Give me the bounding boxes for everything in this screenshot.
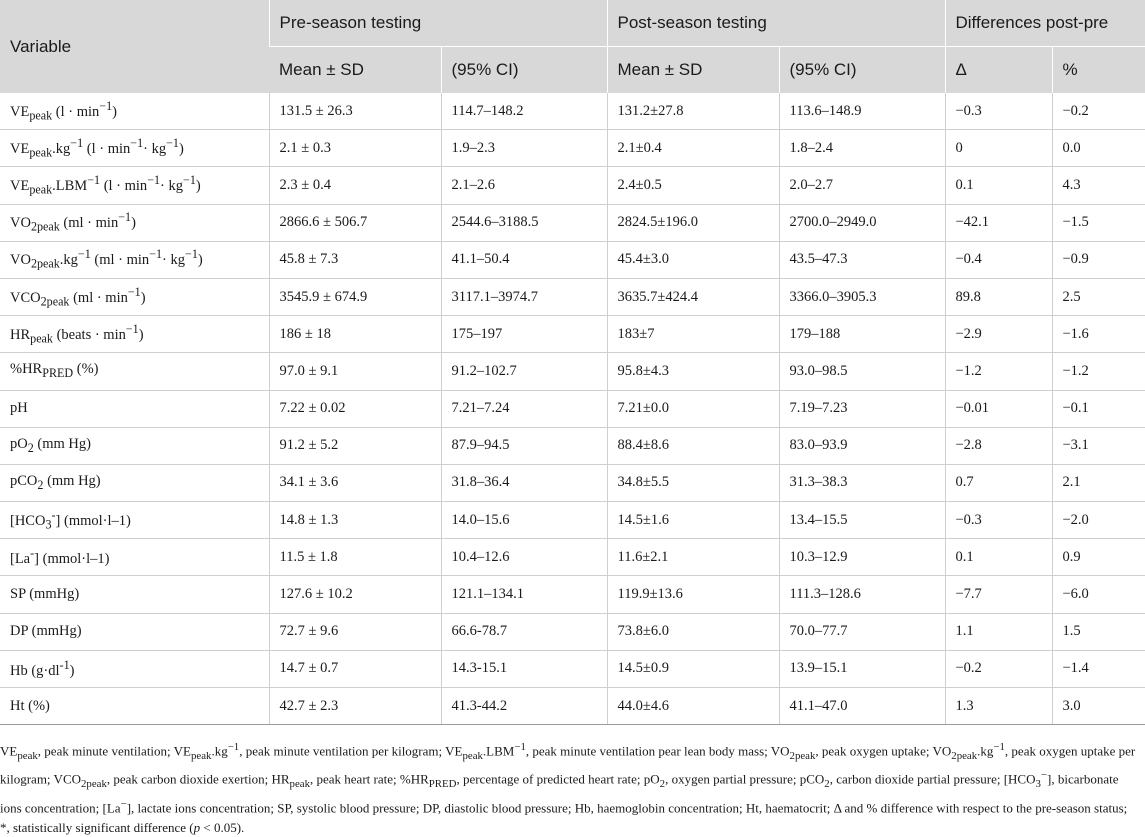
pre-ci-cell: 41.3-44.2 [441, 688, 607, 725]
variable-cell: $\%HR_{PRED}$ (%) [0, 353, 269, 390]
post-ci-cell: 1.8–2.4 [779, 130, 945, 167]
post-mean-sd-cell: 45.4±3.0 [607, 241, 779, 278]
header-differences: Differences post-pre [945, 0, 1145, 47]
table-row [0, 464, 1145, 501]
percent-cell: −0.2 [1052, 93, 1145, 130]
variable-cell: $VO_{2peak}$ $(ml \cdot \min^{-1})$ [0, 204, 269, 241]
delta-cell: 0.7 [945, 464, 1052, 501]
pre-mean-sd-cell: 14.8 ± 1.3 [269, 502, 441, 539]
delta-cell: −7.7 [945, 576, 1052, 613]
post-mean-sd-cell: 44.0±4.6 [607, 688, 779, 725]
pre-ci-cell: 91.2–102.7 [441, 353, 607, 390]
percent-cell: −1.4 [1052, 650, 1145, 687]
table-row [0, 613, 1145, 650]
pre-mean-sd-cell: 186 ± 18 [269, 316, 441, 353]
table-row [0, 130, 1145, 167]
pre-ci-cell: 1.9–2.3 [441, 130, 607, 167]
post-mean-sd-cell: 95.8±4.3 [607, 353, 779, 390]
percent-cell: −2.0 [1052, 502, 1145, 539]
delta-cell: −0.01 [945, 390, 1052, 427]
pre-mean-sd-cell: 2.3 ± 0.4 [269, 167, 441, 204]
post-mean-sd-cell: 34.8±5.5 [607, 464, 779, 501]
pre-ci-cell: 14.0–15.6 [441, 502, 607, 539]
post-ci-cell: 13.9–15.1 [779, 650, 945, 687]
percent-cell: −6.0 [1052, 576, 1145, 613]
post-mean-sd-cell: 11.6±2.1 [607, 539, 779, 576]
pre-ci-cell: 31.8–36.4 [441, 464, 607, 501]
pre-ci-cell: 66.6-78.7 [441, 613, 607, 650]
delta-cell: −2.9 [945, 316, 1052, 353]
table-row [0, 93, 1145, 130]
pre-mean-sd-cell: 11.5 ± 1.8 [269, 539, 441, 576]
table-body [0, 93, 1145, 725]
pre-ci-cell: 121.1–134.1 [441, 576, 607, 613]
variable-cell: $VO_{2peak}.kg^{-1}$ $(ml \cdot \min^{-1}\cdot kg^{-1})$ [0, 241, 269, 278]
post-mean-sd-cell: 7.21±0.0 [607, 390, 779, 427]
variable-cell: SP (mmHg) [0, 576, 269, 613]
pre-mean-sd-cell: 45.8 ± 7.3 [269, 241, 441, 278]
header-percent: % [1052, 47, 1145, 94]
variable-cell: pH [0, 390, 269, 427]
percent-cell: 1.5 [1052, 613, 1145, 650]
delta-cell: 0 [945, 130, 1052, 167]
post-ci-cell: 113.6–148.9 [779, 93, 945, 130]
pre-ci-cell: 87.9–94.5 [441, 427, 607, 464]
pre-ci-cell: 7.21–7.24 [441, 390, 607, 427]
delta-cell: 0.1 [945, 167, 1052, 204]
variable-cell: DP (mmHg) [0, 613, 269, 650]
percent-cell: 4.3 [1052, 167, 1145, 204]
table-row [0, 241, 1145, 278]
variable-cell: $[HCO_3^-]$ (mmol·l–1) [0, 502, 269, 539]
pre-mean-sd-cell: 3545.9 ± 674.9 [269, 278, 441, 315]
table-row [0, 650, 1145, 687]
percent-cell: 0.0 [1052, 130, 1145, 167]
delta-cell: −42.1 [945, 204, 1052, 241]
variable-cell: $VE_{peak}.kg^{-1}$ $(l \cdot \min^{-1}\cdot kg^{-1})$ [0, 130, 269, 167]
table-row [0, 427, 1145, 464]
header-delta: Δ [945, 47, 1052, 94]
variable-cell: [La-] (mmol·l–1) [0, 539, 269, 576]
post-ci-cell: 7.19–7.23 [779, 390, 945, 427]
header-post-mean-sd: Mean ± SD [607, 47, 779, 94]
post-mean-sd-cell: 131.2±27.8 [607, 93, 779, 130]
table-row [0, 316, 1145, 353]
percent-cell: 2.5 [1052, 278, 1145, 315]
post-ci-cell: 31.3–38.3 [779, 464, 945, 501]
pre-ci-cell: 2544.6–3188.5 [441, 204, 607, 241]
delta-cell: −2.8 [945, 427, 1052, 464]
post-ci-cell: 2.0–2.7 [779, 167, 945, 204]
variable-cell: $VCO_{2peak}$ $(ml \cdot \min^{-1})$ [0, 278, 269, 315]
variable-cell: $VE_{peak}$ $(l \cdot \min^{-1})$ [0, 93, 269, 130]
pre-ci-cell: 10.4–12.6 [441, 539, 607, 576]
percent-cell: −1.5 [1052, 204, 1145, 241]
delta-cell: −0.4 [945, 241, 1052, 278]
post-ci-cell: 43.5–47.3 [779, 241, 945, 278]
pre-mean-sd-cell: 34.1 ± 3.6 [269, 464, 441, 501]
delta-cell: 1.1 [945, 613, 1052, 650]
post-ci-cell: 2700.0–2949.0 [779, 204, 945, 241]
table-row [0, 353, 1145, 390]
pre-mean-sd-cell: 127.6 ± 10.2 [269, 576, 441, 613]
table-footnote: $VE_{peak}$, peak minute ventilation; $VE_{peak}.kg^{-1}$, peak minute ventilation per kilogram; $VE_{peak}.LBM^{-1}$, peak minute ventilation pear lean body mass; $VO_{2peak}$, peak oxygen uptake; $VO_{2peak}.kg^{-1}$, peak oxygen uptake per kilogram; $VCO_{2peak}$, peak carbon dioxide exertion; $HR_{peak}$, peak heart rate; $\%HR_{PRED}$, percentage of predicted heart rate; $pO_2$, oxygen partial pressure; pCO$_2$, carbon dioxide partial pressure; $[HCO_3^-]$, bicarbonate ions concentration; [La−], lactate ions concentration; SP, systolic blood pressure; DP, diastolic blood pressure; Hb, haemoglobin concentration; Ht, haematocrit; Δ and % difference with respect to the pre-season status; *, statistically significant difference (p < 0.05). [0, 741, 1136, 835]
post-mean-sd-cell: 73.8±6.0 [607, 613, 779, 650]
variable-cell: $HR_{peak}$ (beats · $\min^{-1}$) [0, 316, 269, 353]
header-post-season: Post-season testing [607, 0, 945, 47]
pre-mean-sd-cell: 2866.6 ± 506.7 [269, 204, 441, 241]
post-mean-sd-cell: 2.4±0.5 [607, 167, 779, 204]
pre-ci-cell: 41.1–50.4 [441, 241, 607, 278]
variable-cell: $pO_2$ (mm Hg) [0, 427, 269, 464]
pre-mean-sd-cell: 72.7 ± 9.6 [269, 613, 441, 650]
post-mean-sd-cell: 3635.7±424.4 [607, 278, 779, 315]
pre-ci-cell: 114.7–148.2 [441, 93, 607, 130]
post-ci-cell: 83.0–93.9 [779, 427, 945, 464]
table-row [0, 278, 1145, 315]
post-mean-sd-cell: 14.5±1.6 [607, 502, 779, 539]
variable-cell: Hb $(g\cdot dl^{-1})$ [0, 650, 269, 687]
delta-cell: −1.2 [945, 353, 1052, 390]
delta-cell: −0.3 [945, 93, 1052, 130]
delta-cell: 1.3 [945, 688, 1052, 725]
pre-mean-sd-cell: 97.0 ± 9.1 [269, 353, 441, 390]
percent-cell: 2.1 [1052, 464, 1145, 501]
pre-mean-sd-cell: 7.22 ± 0.02 [269, 390, 441, 427]
post-ci-cell: 111.3–128.6 [779, 576, 945, 613]
post-mean-sd-cell: 2824.5±196.0 [607, 204, 779, 241]
table-row [0, 688, 1145, 725]
pre-mean-sd-cell: 2.1 ± 0.3 [269, 130, 441, 167]
pre-mean-sd-cell: 131.5 ± 26.3 [269, 93, 441, 130]
header-pre-mean-sd: Mean ± SD [269, 47, 441, 94]
variable-cell: $VE_{peak}.LBM^{-1}$ $(l \cdot \min^{-1}\cdot kg^{-1})$ [0, 167, 269, 204]
post-ci-cell: 13.4–15.5 [779, 502, 945, 539]
table-row [0, 167, 1145, 204]
post-mean-sd-cell: 119.9±13.6 [607, 576, 779, 613]
post-ci-cell: 70.0–77.7 [779, 613, 945, 650]
post-mean-sd-cell: 183±7 [607, 316, 779, 353]
post-ci-cell: 10.3–12.9 [779, 539, 945, 576]
post-mean-sd-cell: 88.4±8.6 [607, 427, 779, 464]
post-ci-cell: 41.1–47.0 [779, 688, 945, 725]
pre-ci-cell: 3117.1–3974.7 [441, 278, 607, 315]
table-row [0, 204, 1145, 241]
percent-cell: −3.1 [1052, 427, 1145, 464]
variable-cell: Ht (%) [0, 688, 269, 725]
pre-ci-cell: 14.3-15.1 [441, 650, 607, 687]
percent-cell: −0.9 [1052, 241, 1145, 278]
table-row [0, 502, 1145, 539]
header-pre-season: Pre-season testing [269, 0, 607, 47]
delta-cell: 89.8 [945, 278, 1052, 315]
table-row [0, 576, 1145, 613]
percent-cell: −0.1 [1052, 390, 1145, 427]
pre-ci-cell: 175–197 [441, 316, 607, 353]
percent-cell: −1.6 [1052, 316, 1145, 353]
percent-cell: −1.2 [1052, 353, 1145, 390]
header-variable: Variable [0, 0, 269, 93]
percent-cell: 0.9 [1052, 539, 1145, 576]
variable-cell: pCO$_2$ (mm Hg) [0, 464, 269, 501]
percent-cell: 3.0 [1052, 688, 1145, 725]
post-ci-cell: 3366.0–3905.3 [779, 278, 945, 315]
post-mean-sd-cell: 14.5±0.9 [607, 650, 779, 687]
header-pre-ci: (95% CI) [441, 47, 607, 94]
delta-cell: −0.3 [945, 502, 1052, 539]
pre-ci-cell: 2.1–2.6 [441, 167, 607, 204]
post-ci-cell: 179–188 [779, 316, 945, 353]
header-post-ci: (95% CI) [779, 47, 945, 94]
delta-cell: 0.1 [945, 539, 1052, 576]
pre-mean-sd-cell: 91.2 ± 5.2 [269, 427, 441, 464]
delta-cell: −0.2 [945, 650, 1052, 687]
pre-mean-sd-cell: 14.7 ± 0.7 [269, 650, 441, 687]
post-mean-sd-cell: 2.1±0.4 [607, 130, 779, 167]
post-ci-cell: 93.0–98.5 [779, 353, 945, 390]
pre-mean-sd-cell: 42.7 ± 2.3 [269, 688, 441, 725]
table-row [0, 539, 1145, 576]
table-row [0, 390, 1145, 427]
